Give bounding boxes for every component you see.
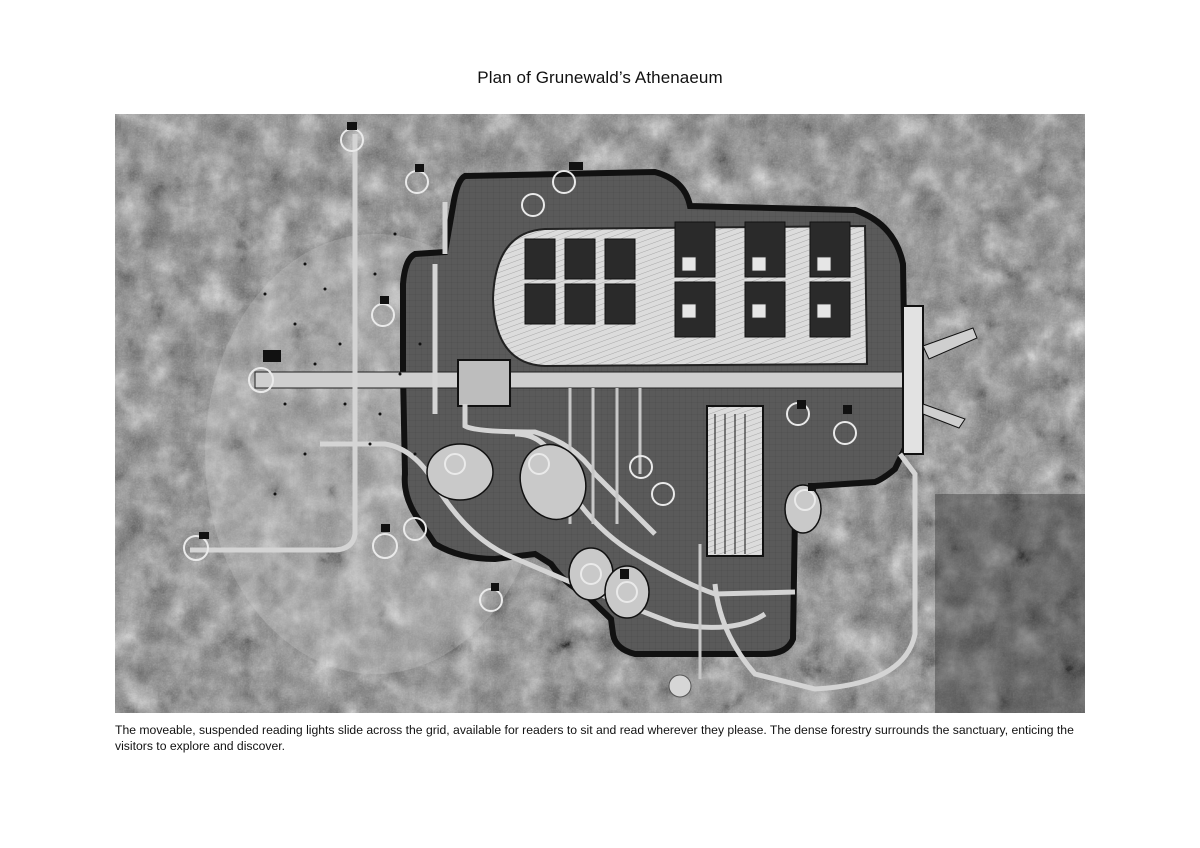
south-clearing	[669, 675, 691, 697]
caption: The moveable, suspended reading lights slide across the grid, available for readers to sit and read wherever they please. The dense forestry surrounds the sanctuary, enticing the visitors to explore and discover.	[115, 723, 1074, 753]
entrance-building	[903, 306, 923, 454]
page-title: Plan of Grunewald’s Athenaeum	[477, 68, 723, 87]
forest-shadow	[935, 494, 1085, 713]
site-plan-image	[115, 114, 1085, 713]
central-pavilion	[458, 360, 510, 406]
